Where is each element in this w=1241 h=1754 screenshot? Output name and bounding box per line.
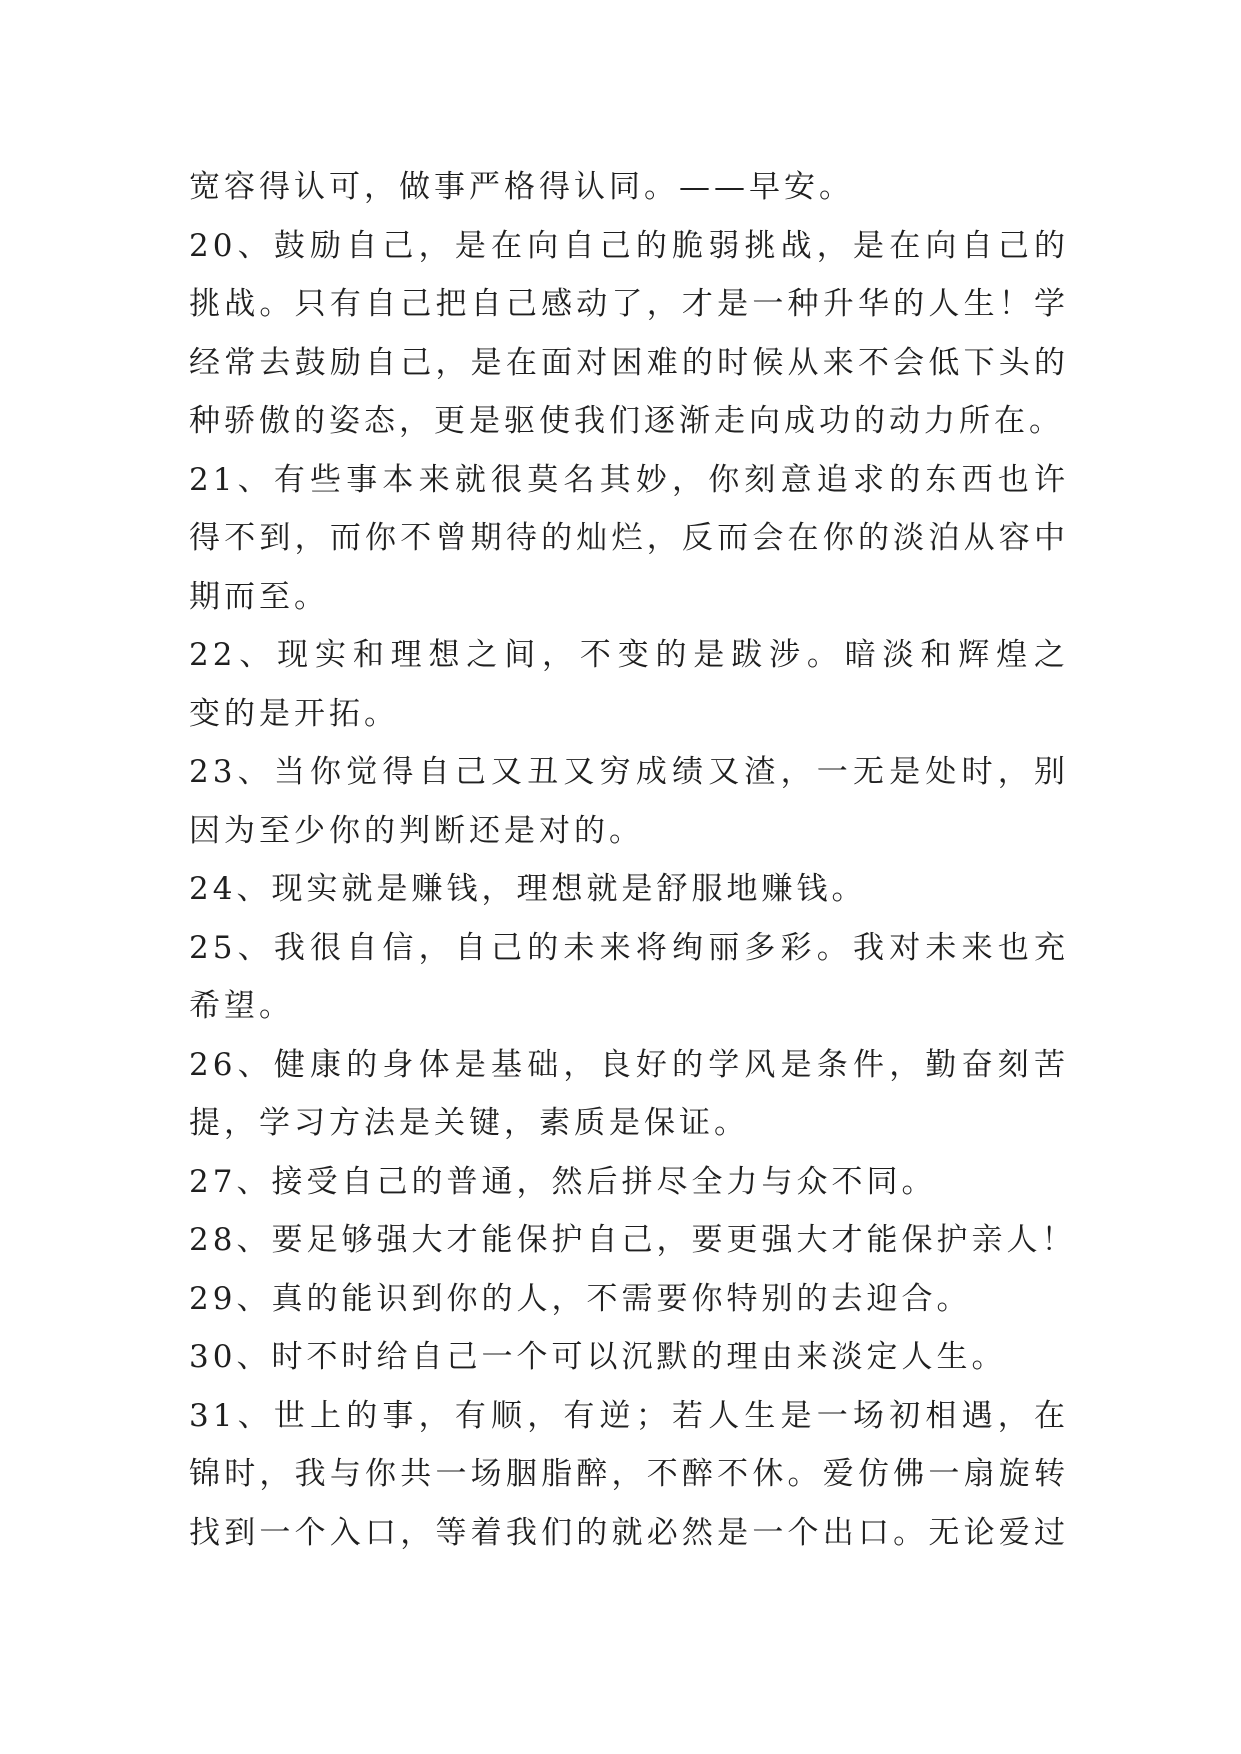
text-line: 找到一个入口，等着我们的就必然是一个出口。无论爱过	[189, 1514, 1069, 1551]
text-line: 种骄傲的姿态，更是驱使我们逐渐走向成功的动力所在。	[189, 403, 1064, 439]
text-line: 期而至。	[189, 578, 329, 615]
text-line: 经常去鼓励自己，是在面对困难的时候从来不会低下头的	[189, 344, 1069, 381]
text-line: 希望。	[189, 988, 294, 1024]
text-line: 23、当你觉得自己又丑又穷成绩又渣，一无是处时，别	[189, 754, 1069, 790]
body-text	[189, 158, 1077, 1562]
text-line: 24、现实就是赚钱，理想就是舒服地赚钱。	[189, 871, 867, 907]
text-line: 29、真的能识到你的人，不需要你特别的去迎合。	[189, 1280, 972, 1317]
text-line: 26、健康的身体是基础，良好的学风是条件，勤奋刻苦	[189, 1046, 1069, 1083]
text-line: 挑战。只有自己把自己感动了，才是一种升华的人生！学	[189, 286, 1069, 322]
text-line: 20、鼓励自己，是在向自己的脆弱挑战，是在向自己的	[189, 227, 1069, 264]
text-line: 22、现实和理想之间，不变的是跋涉。暗淡和辉煌之	[189, 637, 1069, 673]
text-line: 27、接受自己的普通，然后拼尽全力与众不同。	[189, 1163, 937, 1200]
text-line: 31、世上的事，有顺，有逆；若人生是一场初相遇，在	[189, 1397, 1069, 1434]
text-line: 30、时不时给自己一个可以沉默的理由来淡定人生。	[189, 1339, 1007, 1375]
text-line: 28、要足够强大才能保护自己，要更强大才能保护亲人！	[189, 1222, 1077, 1258]
text-line: 因为至少你的判断还是对的。	[189, 812, 644, 849]
text-line: 25、我很自信，自己的未来将绚丽多彩。我对未来也充	[189, 929, 1069, 966]
text-line: 21、有些事本来就很莫名其妙，你刻意追求的东西也许	[189, 461, 1069, 498]
text-line: 宽容得认可，做事严格得认同。——早安。	[189, 169, 854, 205]
text-line: 提，学习方法是关键，素质是保证。	[189, 1105, 749, 1141]
text-line: 变的是开拓。	[189, 695, 399, 732]
text-line: 得不到，而你不曾期待的灿烂，反而会在你的淡泊从容中	[189, 520, 1069, 556]
text-line: 锦时，我与你共一场胭脂醉，不醉不休。爱仿佛一扇旋转	[189, 1456, 1069, 1492]
